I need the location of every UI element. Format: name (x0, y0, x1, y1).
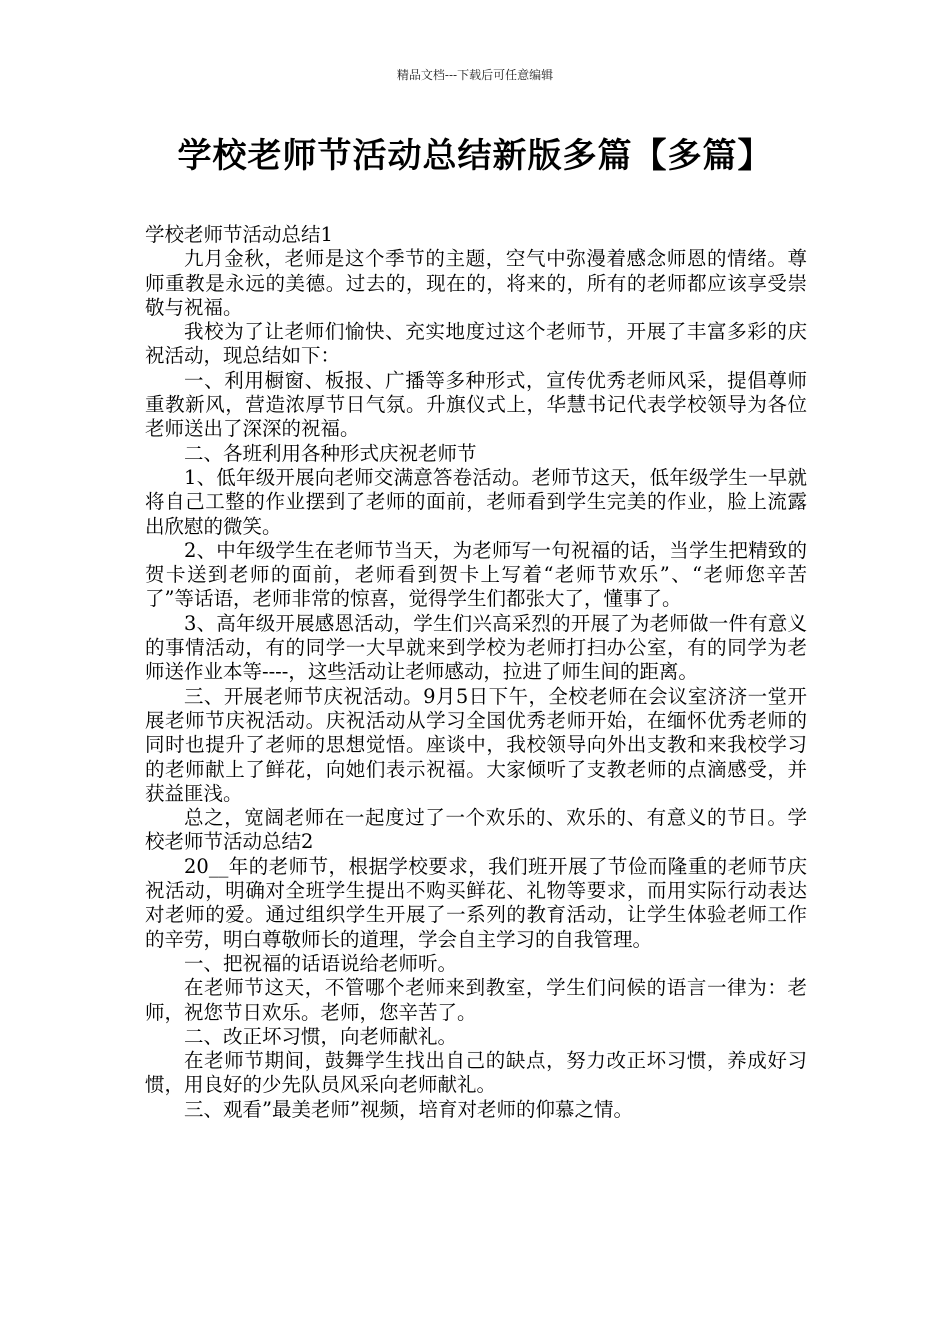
paragraph: 三、开展老师节庆祝活动。9月5日下午，全校老师在会议室济济一堂开展老师节庆祝活动。庆祝活动从学习全国优秀老师开始，在缅怀优秀老师的同时也提升了老师的思想觉悟。座谈中，我校领导向外出支教和来我校学习的老师献上了鲜花，向她们表示祝福。大家倾听了支教老师的点滴感受，并获益匪浅。 (145, 684, 807, 805)
paragraph: 学校老师节活动总结1 (145, 223, 333, 246)
paragraph: 我校为了让老师们愉快、充实地度过这个老师节，开展了丰富多彩的庆祝活动，现总结如下： (145, 320, 807, 368)
paragraph: 3、高年级开展感恩活动，学生们兴高采烈的开展了为老师做一件有意义的事情活动，有的同学一大早就来到学校为老师打扫办公室，有的同学为老师送作业本等----，这些活动让老师感动，拉进了师生间的距离。 (145, 611, 807, 684)
paragraph: 一、利用橱窗、板报、广播等多种形式，宣传优秀老师风采，提倡尊师重教新风，营造浓厚节日气氛。升旗仪式上，华慧书记代表学校领导为各位老师送出了深深的祝福。 (145, 368, 807, 441)
paragraph: 20__年的老师节，根据学校要求，我们班开展了节俭而隆重的老师节庆祝活动，明确对全班学生提出不购买鲜花、礼物等要求，而用实际行动表达对老师的爱。通过组织学生开展了一系列的教育活动，让学生体验老师工作的辛劳，明白尊敬师长的道理，学会自主学习的自我管理。 (145, 854, 807, 951)
paragraph: 一、把祝福的话语说给老师听。 (184, 951, 458, 975)
document-body (145, 223, 807, 1122)
document-title: 学校老师节活动总结新版多篇【多篇】 (177, 136, 773, 176)
paragraph: 三、观看”最美老师”视频，培育对老师的仰慕之情。 (184, 1097, 633, 1121)
paragraph: 二、改正坏习惯，向老师献礼。 (184, 1024, 458, 1048)
paragraph: 在老师节期间，鼓舞学生找出自己的缺点，努力改正坏习惯，养成好习惯，用良好的少先队员风采向老师献礼。 (145, 1049, 807, 1097)
paragraph: 2、中年级学生在老师节当天，为老师写一句祝福的话，当学生把精致的贺卡送到老师的面前，老师看到贺卡上写着“老师节欢乐”、“老师您辛苦了”等话语，老师非常的惊喜，觉得学生们都张大了，懂事了。 (145, 538, 807, 611)
paragraph: 总之，宽阔老师在一起度过了一个欢乐的、欢乐的、有意义的节日。学校老师节活动总结2 (145, 806, 807, 854)
paragraph: 1、低年级开展向老师交满意答卷活动。老师节这天，低年级学生一早就将自己工整的作业摆到了老师的面前，老师看到学生完美的作业，脸上流露出欣慰的微笑。 (145, 465, 807, 538)
paragraph: 二、各班利用各种形式庆祝老师节 (184, 441, 477, 465)
paragraph: 九月金秋，老师是这个季节的主题，空气中弥漫着感念师恩的情绪。尊师重教是永远的美德。过去的，现在的，将来的，所有的老师都应该享受崇敬与祝福。 (145, 247, 807, 319)
header-note: 精品文档---下载后可任意编辑 (396, 68, 554, 82)
paragraph: 在老师节这天，不管哪个老师来到教室，学生们问候的语言一律为：老师，祝您节日欢乐。老师，您辛苦了。 (145, 976, 807, 1024)
